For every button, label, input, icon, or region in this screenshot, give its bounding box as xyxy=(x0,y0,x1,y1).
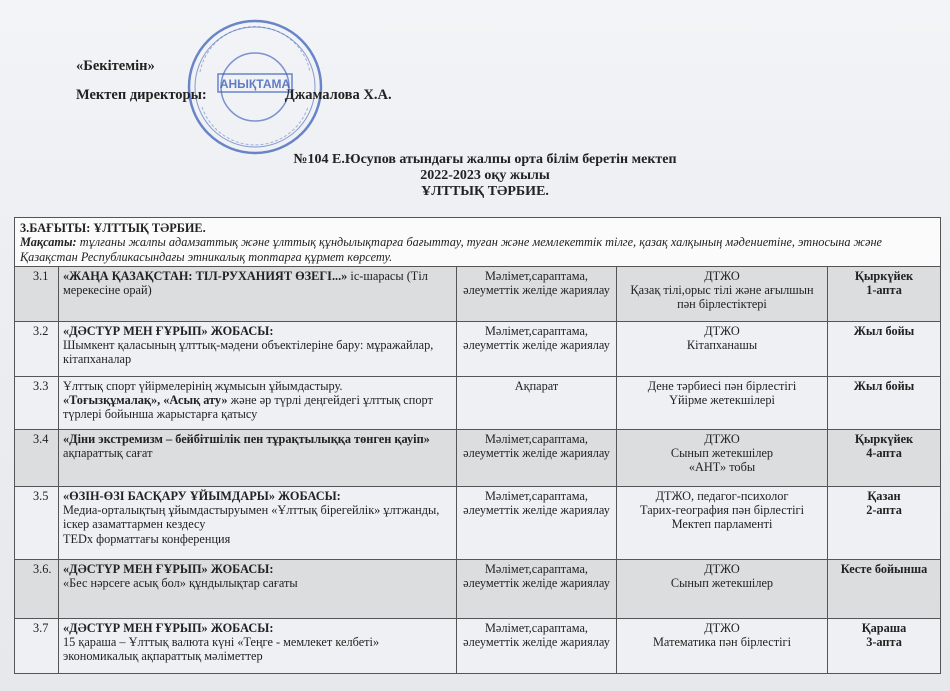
responsible-cell: ДТЖО Қазақ тілі,орыс тілі және ағылшын пән бірлестіктері xyxy=(617,266,828,321)
deadline-cell: Қыркүйек 4-апта xyxy=(828,429,941,486)
stamp-label: АНЫҚТАМА xyxy=(219,77,291,91)
responsible-cell: ДТЖО Сынып жетекшілер «АНТ» тобы xyxy=(617,429,828,486)
deadline-cell: Қыркүйек 1-апта xyxy=(828,266,941,321)
event-title: «ӨЗІН-ӨЗІ БАСҚАРУ ҰЙЫМДАРЫ» ЖОБАСЫ: xyxy=(63,488,341,503)
deadline-cell: Кесте бойынша xyxy=(828,559,941,618)
deadline-cell: Қазан 2-апта xyxy=(828,486,941,559)
form-cell: Мәлімет,сараптама, әлеуметтік желіде жариялау xyxy=(457,321,617,376)
event-detail: іс-шарасы (Тіл мерекесіне орай) xyxy=(63,268,428,298)
event-detail: «Бес нәрсеге асық бол» құндылықтар сағаты xyxy=(63,576,298,591)
approval-label: «Бекітемін» xyxy=(76,58,155,74)
responsible-cell: ДТЖО Сынып жетекшілер xyxy=(617,559,828,618)
responsible-cell: ДТЖО, педагог-психолог Тарих-география пән бірлестігі Мектеп парламенті xyxy=(617,486,828,559)
table-row xyxy=(15,266,941,321)
event-cell xyxy=(59,486,457,559)
row-number: 3.6. xyxy=(15,559,59,618)
section-header xyxy=(15,218,941,267)
event-title: «ДӘСТҮР МЕН ҒҰРЫП» ЖОБАСЫ: xyxy=(63,323,274,338)
document-title xyxy=(180,152,790,200)
table-row xyxy=(15,486,941,559)
director-line xyxy=(76,87,392,104)
form-cell: Мәлімет,сараптама, әлеуметтік желіде жариялау xyxy=(457,429,617,486)
section-aim xyxy=(20,235,935,264)
event-intro: Ұлттық спорт үйірмелерінің жұмысын ұйымдастыру. xyxy=(63,378,343,393)
event-title: «ЖАҢА ҚАЗАҚСТАН: ТІЛ-РУХАНИЯТ ӨЗЕГІ...» xyxy=(63,268,348,283)
director-name: Джамалова Х.А. xyxy=(284,87,392,103)
event-detail: ақпараттық сағат xyxy=(63,446,153,461)
deadline-cell: Жыл бойы xyxy=(828,321,941,376)
event-cell xyxy=(59,618,457,673)
deadline-cell: Жыл бойы xyxy=(828,376,941,429)
table-row xyxy=(15,321,941,376)
deadline-cell: Қараша 3-апта xyxy=(828,618,941,673)
event-detail: 15 қараша – Ұлттық валюта күні «Теңге - мемлекет келбеті» экономикалық ақпараттық мәліметтер xyxy=(63,635,380,664)
table-row xyxy=(15,429,941,486)
title-school: №104 Е.Юсупов атындағы жалпы орта білім беретін мектеп xyxy=(293,152,677,167)
row-number: 3.5 xyxy=(15,486,59,559)
form-cell: Мәлімет,сараптама, әлеуметтік желіде жариялау xyxy=(457,618,617,673)
row-number: 3.2 xyxy=(15,321,59,376)
aim-text: тұлғаны жалпы адамзаттық және ұлттық құндылықтарға бағыттау, туған және мемлекеттік тілге, қазақ халқының мәдениетіне, этносына және Қазақстан Республикасындағы этникалық топтарға құрмет көрсету. xyxy=(20,235,883,264)
table-row xyxy=(15,618,941,673)
event-detail: және әр түрлі деңгейдегі ұлттық спорт түрлері бойынша жарыстарға қатысу xyxy=(63,393,433,422)
responsible-cell: ДТЖО Математика пән бірлестігі xyxy=(617,618,828,673)
table-row xyxy=(15,559,941,618)
form-cell: Мәлімет,сараптама, әлеуметтік желіде жариялау xyxy=(457,559,617,618)
title-year: 2022-2023 оқу жылы xyxy=(420,168,550,183)
event-title: «Діни экстремизм – бейбітшілік пен тұрақтылыққа төнген қауіп» xyxy=(63,431,430,446)
form-cell: Мәлімет,сараптама, әлеуметтік желіде жариялау xyxy=(457,486,617,559)
event-detail: Медиа-орталықтың ұйымдастыруымен «Ұлттық бірегейлік» ұлтжанды, іскер азаматтармен кездесу TEDx форматтағы конференция xyxy=(63,503,440,546)
event-detail: Шымкент қаласының ұлттық-мәдени объектілеріне бару: мұражайлар, кітапханалар xyxy=(63,338,434,367)
title-topic: ҰЛТТЫҚ ТӘРБИЕ. xyxy=(421,184,549,199)
responsible-cell: Дене тәрбиесі пән бірлестігі Үйірме жетекшілері xyxy=(617,376,828,429)
event-title: «Тоғызқұмалақ», «Асық ату» xyxy=(63,393,228,408)
event-cell xyxy=(59,376,457,429)
form-cell: Мәлімет,сараптама, әлеуметтік желіде жариялау xyxy=(457,266,617,321)
event-cell xyxy=(59,559,457,618)
event-cell xyxy=(59,266,457,321)
director-label: Мектеп директоры: xyxy=(76,87,207,103)
aim-label: Мақсаты: xyxy=(20,235,77,250)
section-title: 3.БАҒЫТЫ: ҰЛТТЫҚ ТӘРБИЕ. xyxy=(20,221,206,235)
event-cell xyxy=(59,321,457,376)
event-title: «ДӘСТҮР МЕН ҒҰРЫП» ЖОБАСЫ: xyxy=(63,620,274,635)
form-cell: Ақпарат xyxy=(457,376,617,429)
row-number: 3.3 xyxy=(15,376,59,429)
plan-table xyxy=(14,217,941,674)
responsible-cell: ДТЖО Кітапханашы xyxy=(617,321,828,376)
table-row xyxy=(15,376,941,429)
event-cell xyxy=(59,429,457,486)
row-number: 3.7 xyxy=(15,618,59,673)
row-number: 3.1 xyxy=(15,266,59,321)
row-number: 3.4 xyxy=(15,429,59,486)
event-title: «ДӘСТҮР МЕН ҒҰРЫП» ЖОБАСЫ: xyxy=(63,561,274,576)
